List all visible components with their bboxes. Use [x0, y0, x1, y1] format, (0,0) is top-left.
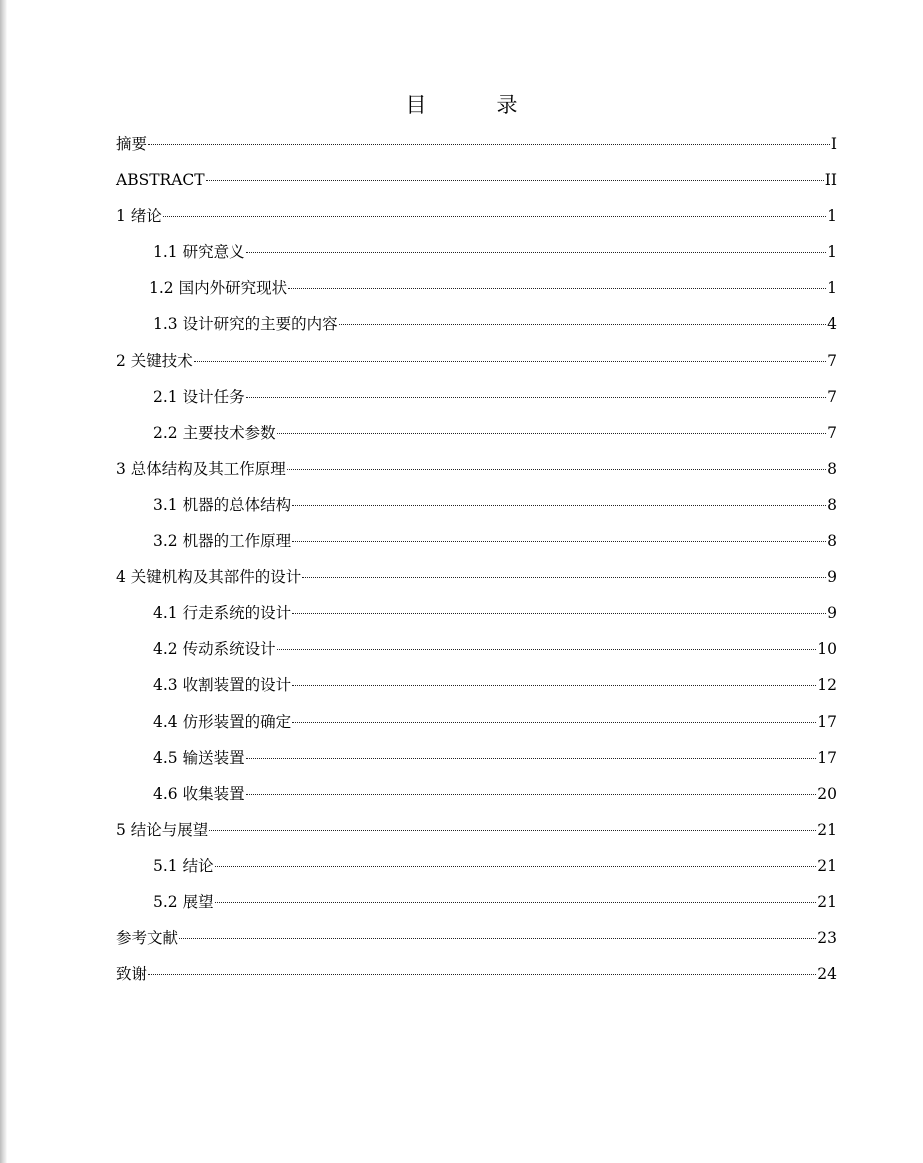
toc-entry-page: 7 — [827, 387, 837, 406]
toc-leader-dots — [292, 541, 826, 542]
toc-entry-page: 7 — [827, 423, 837, 442]
toc-leader-dots — [209, 830, 816, 831]
toc-entry-chapter-4[interactable] — [116, 561, 837, 597]
toc-leader-dots — [246, 397, 827, 398]
toc-leader-dots — [194, 361, 826, 362]
toc-entry-page: 1 — [827, 243, 837, 262]
toc-entry-label: 参考文献 — [116, 929, 179, 948]
toc-entry-references[interactable] — [116, 922, 837, 958]
toc-leader-dots — [148, 144, 830, 145]
toc-entry-page: 17 — [817, 712, 837, 731]
toc-entry-abstract-cn[interactable] — [116, 128, 837, 164]
toc-entry-label: 4.1 行走系统的设计 — [153, 604, 292, 623]
toc-title — [0, 90, 923, 120]
toc-entry-label: 1 绪论 — [116, 207, 162, 226]
toc-entry-page: 21 — [817, 892, 837, 911]
toc-leader-dots — [215, 902, 817, 903]
toc-entry-abstract-en[interactable] — [116, 164, 837, 200]
toc-leader-dots — [302, 577, 826, 578]
toc-entry-page: 23 — [817, 929, 837, 948]
toc-leader-dots — [339, 324, 827, 325]
toc-entry-section-4-3[interactable] — [116, 669, 837, 705]
toc-entry-page: 12 — [817, 676, 837, 695]
toc-entry-section-1-1[interactable] — [116, 236, 837, 272]
toc-entry-label: 4.3 收割装置的设计 — [153, 676, 292, 695]
toc-entry-chapter-3[interactable] — [116, 453, 837, 489]
toc-entry-section-2-1[interactable] — [116, 381, 837, 417]
toc-entry-page: II — [824, 171, 837, 190]
toc-entry-label: 摘要 — [116, 135, 148, 153]
toc-entry-label: 4.4 仿形装置的确定 — [153, 712, 292, 731]
toc-entry-section-2-2[interactable] — [116, 417, 837, 453]
toc-entry-section-4-4[interactable] — [116, 706, 837, 742]
toc-entry-section-1-2[interactable] — [116, 272, 837, 308]
toc-leader-dots — [292, 722, 816, 723]
toc-leader-dots — [277, 649, 817, 650]
toc-entry-label: 4 关键机构及其部件的设计 — [116, 568, 302, 587]
toc-leader-dots — [215, 866, 817, 867]
toc-leader-dots — [246, 794, 817, 795]
toc-entry-label: 3.2 机器的工作原理 — [153, 532, 292, 551]
toc-entry-acknowledgements[interactable] — [116, 958, 837, 994]
toc-leader-dots — [292, 505, 826, 506]
toc-entry-label: 致谢 — [116, 965, 148, 984]
toc-entry-label: 2.1 设计任务 — [153, 387, 245, 406]
toc-entry-page: 24 — [817, 965, 837, 984]
toc-entry-page: 20 — [817, 784, 837, 803]
toc-entry-page: 9 — [827, 604, 837, 623]
toc-entry-section-3-2[interactable] — [116, 525, 837, 561]
toc-leader-dots — [246, 252, 827, 253]
toc-entry-page: 8 — [827, 532, 837, 551]
toc-entry-label: 2.2 主要技术参数 — [153, 423, 276, 442]
toc-entry-label: 1.2 国内外研究现状 — [149, 279, 288, 298]
toc-leader-dots — [206, 180, 824, 181]
toc-leader-dots — [148, 974, 816, 975]
toc-entry-section-4-6[interactable] — [116, 778, 837, 814]
toc-entry-section-5-2[interactable] — [116, 886, 837, 922]
toc-entry-chapter-2[interactable] — [116, 345, 837, 381]
toc-title-char-2: 录 — [496, 93, 518, 117]
toc-entry-label: 3 总体结构及其工作原理 — [116, 459, 286, 478]
toc-leader-dots — [246, 758, 817, 759]
toc-entry-page: 8 — [827, 495, 837, 514]
toc-title-char-1: 目 — [405, 93, 427, 117]
toc-entry-page: 17 — [817, 748, 837, 767]
toc-entry-label: 4.2 传动系统设计 — [153, 640, 276, 659]
toc-entry-page: 4 — [827, 315, 837, 334]
toc-leader-dots — [179, 938, 816, 939]
toc-entry-chapter-5[interactable] — [116, 814, 837, 850]
toc-entry-page: 7 — [827, 351, 837, 370]
toc-entry-label: ABSTRACT — [116, 171, 205, 190]
toc-entry-section-1-3[interactable] — [116, 308, 837, 344]
toc-entry-section-4-1[interactable] — [116, 597, 837, 633]
toc-entry-page: 9 — [827, 568, 837, 587]
toc-entry-page: 21 — [817, 856, 837, 875]
toc-entry-page: 10 — [817, 640, 837, 659]
toc-entry-page: 21 — [817, 820, 837, 839]
toc-entry-label: 1.3 设计研究的主要的内容 — [153, 315, 338, 334]
toc-leader-dots — [277, 433, 827, 434]
toc-entry-section-4-2[interactable] — [116, 633, 837, 669]
toc-entry-section-5-1[interactable] — [116, 850, 837, 886]
toc-entry-label: 4.5 输送装置 — [153, 748, 245, 767]
toc-entry-page: 1 — [827, 279, 837, 298]
toc-leader-dots — [287, 469, 826, 470]
toc-entry-page: 1 — [827, 207, 837, 226]
table-of-contents — [116, 128, 837, 994]
toc-leader-dots — [292, 613, 826, 614]
toc-entry-label: 5 结论与展望 — [116, 820, 209, 839]
toc-entry-label: 5.2 展望 — [153, 892, 214, 911]
page-left-edge-shadow — [0, 0, 7, 1163]
toc-leader-dots — [292, 685, 816, 686]
toc-entry-chapter-1[interactable] — [116, 200, 837, 236]
toc-entry-label: 4.6 收集装置 — [153, 784, 245, 803]
toc-entry-label: 1.1 研究意义 — [153, 243, 245, 262]
toc-entry-label: 5.1 结论 — [153, 856, 214, 875]
toc-entry-label: 3.1 机器的总体结构 — [153, 495, 292, 514]
toc-entry-section-4-5[interactable] — [116, 742, 837, 778]
toc-leader-dots — [288, 288, 826, 289]
toc-entry-section-3-1[interactable] — [116, 489, 837, 525]
toc-entry-page: I — [830, 135, 837, 153]
toc-entry-label: 2 关键技术 — [116, 351, 193, 370]
toc-entry-page: 8 — [827, 459, 837, 478]
toc-leader-dots — [163, 216, 826, 217]
